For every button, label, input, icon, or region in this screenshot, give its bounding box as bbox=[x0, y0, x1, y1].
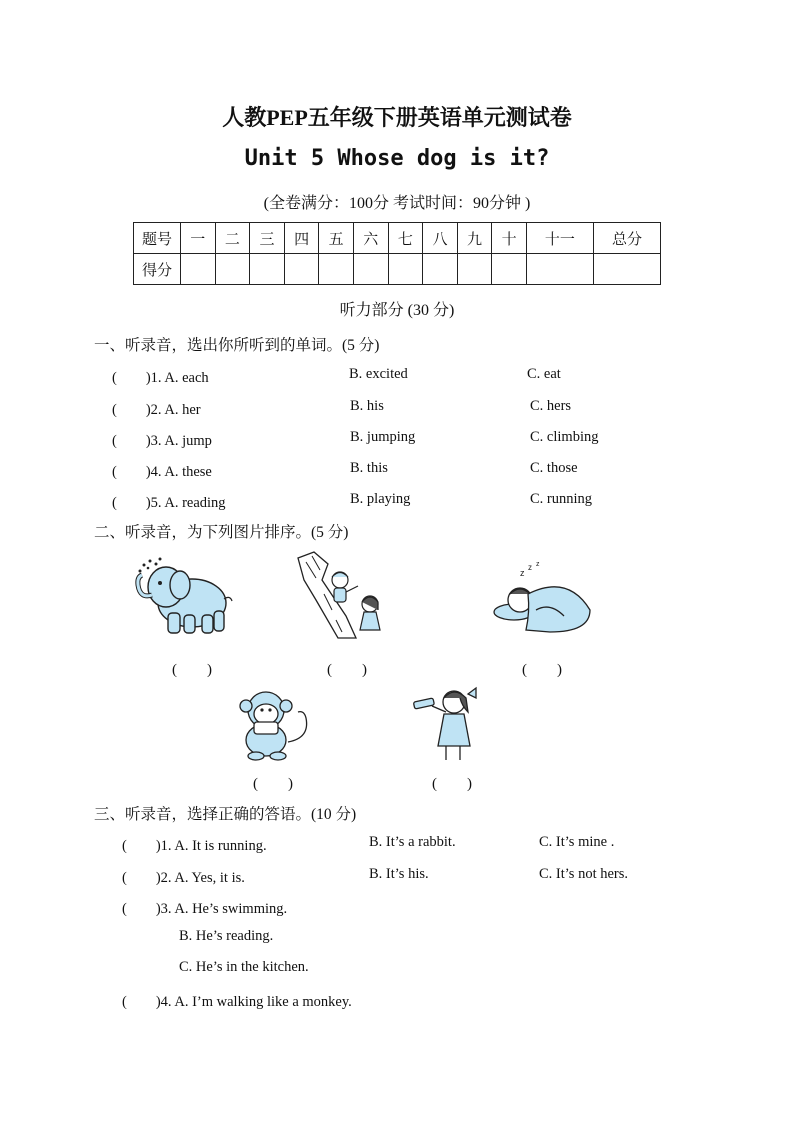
p3-q4-a: ( )4. A. I’m walking like a monkey. bbox=[122, 994, 352, 1010]
p1-q1-c: C. eat bbox=[527, 366, 561, 382]
table-cell: 十一 bbox=[526, 223, 593, 254]
unit-title: Unit 5 Whose dog is it? bbox=[244, 146, 550, 171]
table-cell: 五 bbox=[319, 223, 354, 254]
table-cell: 总分 bbox=[593, 223, 660, 254]
p3-q3-a: ( )3. A. He’s swimming. bbox=[122, 901, 288, 917]
girl-drinking-picture bbox=[410, 684, 482, 764]
p1-q2-c: C. hers bbox=[530, 398, 572, 414]
order-blank-5[interactable]: ( ) bbox=[432, 776, 472, 792]
score-input-cell[interactable] bbox=[423, 254, 458, 285]
p1-q3-b: B. jumping bbox=[350, 429, 416, 445]
p1-q4-c: C. those bbox=[530, 460, 578, 476]
kids-climbing-picture bbox=[294, 550, 392, 640]
table-cell: 三 bbox=[250, 223, 285, 254]
exam-info: (全卷满分：100分 考试时间：90分钟 ) bbox=[263, 195, 531, 212]
order-blank-1[interactable]: ( ) bbox=[172, 662, 212, 678]
p3-q3-b: B. He’s reading. bbox=[179, 928, 274, 944]
boy-sleeping-picture bbox=[490, 560, 598, 640]
page-title: 人教PEP五年级下册英语单元测试卷 bbox=[222, 105, 572, 130]
table-cell: 题号 bbox=[134, 223, 181, 254]
p1-q5-c: C. running bbox=[530, 491, 593, 507]
table-cell: 一 bbox=[181, 223, 216, 254]
table-cell: 九 bbox=[457, 223, 492, 254]
p3-q3-c: C. He’s in the kitchen. bbox=[179, 959, 309, 975]
score-input-cell[interactable] bbox=[388, 254, 423, 285]
p3-q1-c: C. It’s mine . bbox=[539, 834, 615, 850]
p3-q2-c: C. It’s not hers. bbox=[539, 866, 629, 882]
score-table bbox=[133, 222, 661, 285]
table-cell: 十 bbox=[492, 223, 527, 254]
score-table-header-row bbox=[134, 223, 661, 254]
order-blank-3[interactable]: ( ) bbox=[522, 662, 562, 678]
score-input-cell[interactable] bbox=[319, 254, 354, 285]
part1-heading: 一、听录音，选出你所听到的单词。(5 分) bbox=[94, 337, 380, 354]
table-cell: 二 bbox=[215, 223, 250, 254]
p1-q3-c: C. climbing bbox=[530, 429, 599, 445]
score-table-score-row bbox=[134, 254, 661, 285]
p1-q2-b: B. his bbox=[350, 398, 384, 414]
table-cell: 四 bbox=[284, 223, 319, 254]
score-input-cell[interactable] bbox=[457, 254, 492, 285]
p1-q5-b: B. playing bbox=[350, 491, 411, 507]
listening-section-title: 听力部分 (30 分) bbox=[339, 302, 455, 319]
score-input-cell[interactable] bbox=[353, 254, 388, 285]
score-input-cell[interactable] bbox=[250, 254, 285, 285]
table-cell: 七 bbox=[388, 223, 423, 254]
order-blank-4[interactable]: ( ) bbox=[253, 776, 293, 792]
table-cell: 六 bbox=[353, 223, 388, 254]
score-input-cell[interactable] bbox=[492, 254, 527, 285]
p1-q2-a: ( )2. A. her bbox=[112, 402, 201, 418]
monkey-eating-picture bbox=[222, 682, 314, 764]
p1-q3-a: ( )3. A. jump bbox=[112, 433, 212, 449]
score-input-cell[interactable] bbox=[593, 254, 660, 285]
table-cell: 八 bbox=[423, 223, 458, 254]
p1-q1-b: B. excited bbox=[349, 366, 408, 382]
svg-text:z: z bbox=[536, 561, 540, 568]
p3-q2-a: ( )2. A. Yes, it is. bbox=[122, 870, 245, 886]
score-input-cell[interactable] bbox=[284, 254, 319, 285]
svg-text:z: z bbox=[520, 568, 525, 578]
part3-heading: 三、听录音，选择正确的答语。(10 分) bbox=[94, 806, 357, 823]
order-blank-2[interactable]: ( ) bbox=[327, 662, 367, 678]
p1-q5-a: ( )5. A. reading bbox=[112, 495, 226, 511]
p3-q1-b: B. It’s a rabbit. bbox=[369, 834, 456, 850]
table-cell: 得分 bbox=[134, 254, 181, 285]
p1-q4-b: B. this bbox=[350, 460, 388, 476]
elephant-drinking-picture bbox=[130, 555, 235, 640]
part2-heading: 二、听录音，为下列图片排序。(5 分) bbox=[94, 524, 349, 541]
p1-q1-a: ( )1. A. each bbox=[112, 370, 209, 386]
score-input-cell[interactable] bbox=[526, 254, 593, 285]
p1-q4-a: ( )4. A. these bbox=[112, 464, 212, 480]
score-input-cell[interactable] bbox=[181, 254, 216, 285]
p3-q1-a: ( )1. A. It is running. bbox=[122, 838, 267, 854]
svg-text:z: z bbox=[528, 563, 532, 572]
p3-q2-b: B. It’s his. bbox=[369, 866, 429, 882]
score-input-cell[interactable] bbox=[215, 254, 250, 285]
